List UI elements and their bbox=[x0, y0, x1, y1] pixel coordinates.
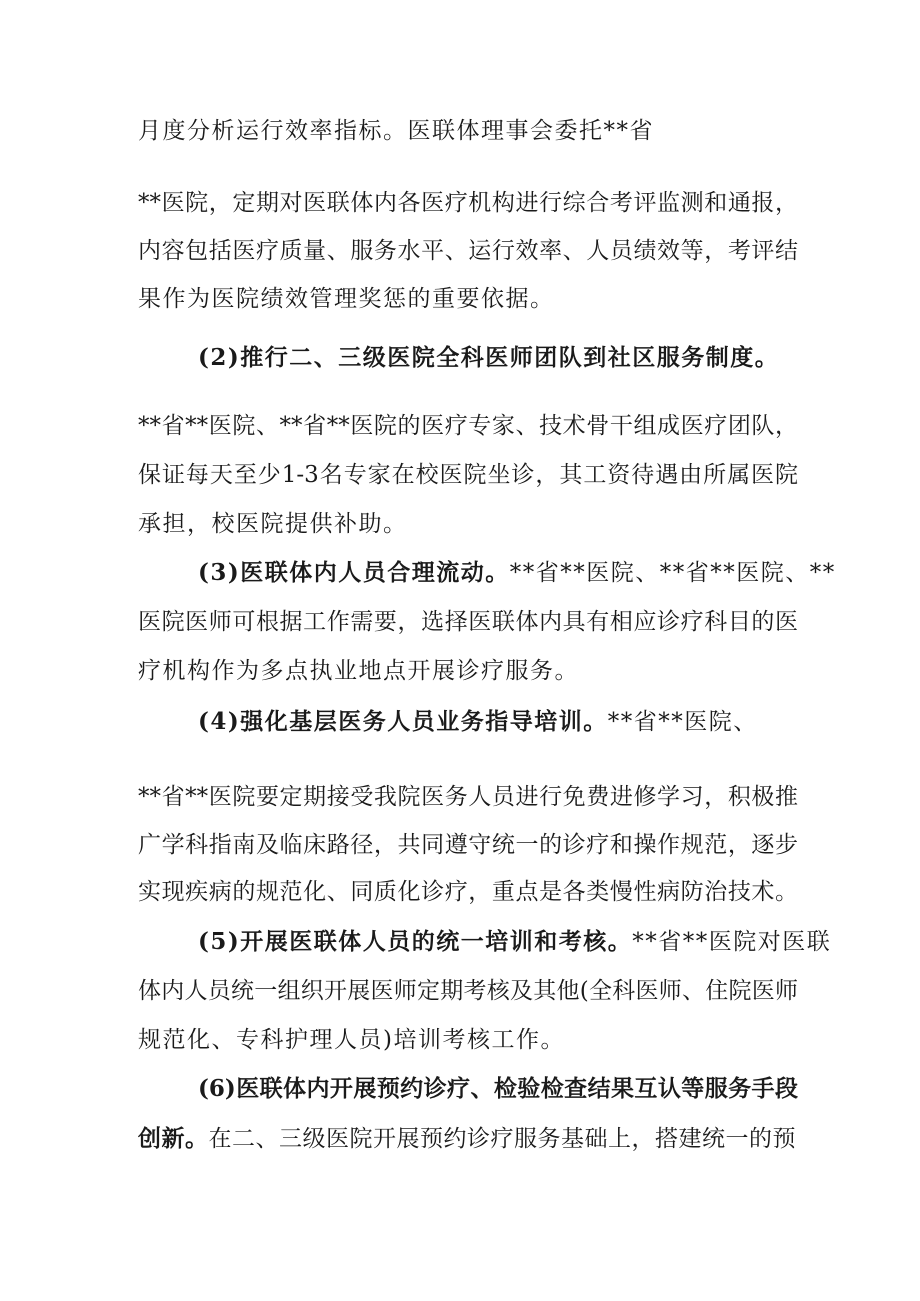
section-heading: 创新。 bbox=[138, 1125, 209, 1152]
text-segment: **省**医院、**省**医院、** bbox=[509, 560, 836, 586]
text-line: 疗机构作为多点执业地点开展诊疗服务。 bbox=[138, 658, 579, 684]
text-line bbox=[198, 705, 798, 739]
section-heading: (5)开展医联体人员的统一培训和考核。 bbox=[198, 928, 633, 955]
text-line: **省**医院要定期接受我院医务人员进行免费进修学习，积极推 bbox=[138, 784, 798, 810]
text-segment: **省**医院对医联 bbox=[632, 929, 832, 955]
text-line: 广学科指南及临床路径，共同遵守统一的诊疗和操作规范，逐步 bbox=[138, 832, 798, 858]
text-line bbox=[198, 556, 836, 590]
text-line: 规范化、专科护理人员)培训考核工作。 bbox=[138, 1027, 565, 1053]
text-line bbox=[138, 1122, 798, 1156]
section-heading: (3)医联体内人员合理流动。 bbox=[198, 559, 510, 586]
text-line: 内容包括医疗质量、服务水平、运行效率、人员绩效等，考评结 bbox=[138, 238, 798, 264]
text-segment: **省**医院、 bbox=[607, 709, 758, 735]
section-heading: (6)医联体内开展预约诊疗、检验检查结果互认等服务手段 bbox=[198, 1075, 798, 1102]
text-line: 果作为医院绩效管理奖惩的重要依据。 bbox=[138, 286, 555, 312]
text-line: 体内人员统一组织开展医师定期考核及其他(全科医师、住院医师 bbox=[138, 978, 798, 1004]
section-heading: (4)强化基层医务人员业务指导培训。 bbox=[198, 708, 608, 735]
text-line: 医院医师可根据工作需要，选择医联体内具有相应诊疗科目的医 bbox=[138, 609, 798, 635]
text-line: 承担，校医院提供补助。 bbox=[138, 511, 408, 537]
text-line: 月度分析运行效率指标。医联体理事会委托**省 bbox=[138, 118, 654, 144]
section-heading: (2)推行二、三级医院全科医师团队到社区服务制度。 bbox=[198, 344, 780, 371]
text-line: 实现疾病的规范化、同质化诊疗，重点是各类慢性病防治技术。 bbox=[138, 879, 798, 905]
text-line: **医院，定期对医联体内各医疗机构进行综合考评监测和通报， bbox=[138, 190, 798, 216]
text-line: 保证每天至少1-3名专家在校医院坐诊，其工资待遇由所属医院 bbox=[138, 462, 798, 488]
text-line bbox=[198, 925, 832, 959]
text-segment: 在二、三级医院开展预约诊疗服务基础上，搭建统一的预 bbox=[208, 1126, 796, 1152]
text-line: **省**医院、**省**医院的医疗专家、技术骨干组成医疗团队， bbox=[138, 413, 798, 439]
